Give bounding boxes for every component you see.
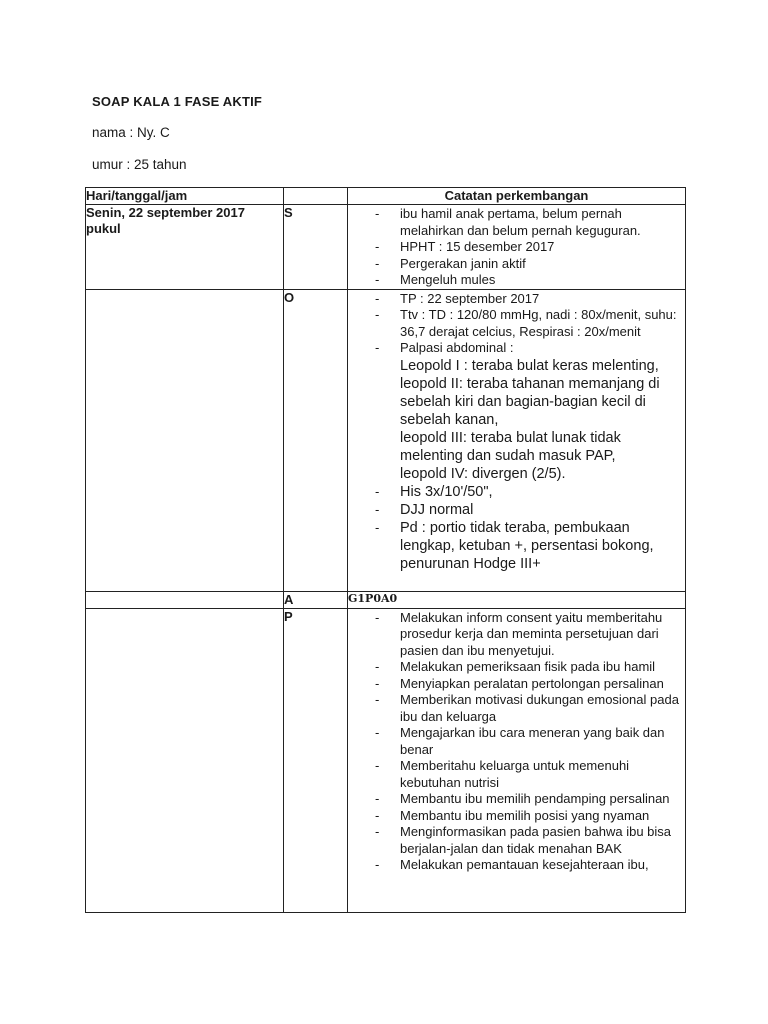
header-code xyxy=(284,188,348,205)
bullet-dash: - xyxy=(375,807,380,823)
list-item-text: Membantu ibu memilih posisi yang nyaman xyxy=(400,807,650,823)
bullet-dash: - xyxy=(375,824,380,839)
bullet-dash: - xyxy=(375,692,380,707)
list-item-text: His 3x/10'/50", xyxy=(400,483,493,500)
code-o: O xyxy=(284,289,348,591)
list-item xyxy=(348,501,685,519)
list-item xyxy=(348,692,685,725)
bullet-dash: - xyxy=(375,857,380,872)
list-item xyxy=(348,758,685,791)
list-item-text: Mengajarkan ibu cara meneran yang baik dan benar xyxy=(400,725,665,757)
empty-day-cell xyxy=(86,608,284,912)
bullet-dash: - xyxy=(375,239,380,254)
bullet-dash: - xyxy=(375,340,380,355)
bullet-dash: - xyxy=(375,272,380,287)
assessment-text: G1P0A0 xyxy=(348,591,686,608)
code-p: P xyxy=(284,608,348,912)
list-item xyxy=(348,808,685,825)
patient-name: nama : Ny. C xyxy=(92,125,170,140)
bullet-dash: - xyxy=(375,206,380,221)
content-s xyxy=(348,205,686,290)
list-item xyxy=(348,610,685,660)
list-item-text: Pergerakan janin aktif xyxy=(400,255,526,271)
list-item xyxy=(348,239,685,256)
palpasi-line: leopold II: teraba tahanan memanjang di sebelah kiri dan bagian-bagian kecil di sebelah kanan, xyxy=(400,375,660,428)
bullet-dash: - xyxy=(375,758,380,773)
list-item xyxy=(348,857,685,874)
table-row-p xyxy=(86,608,686,912)
header-date: Hari/tanggal/jam xyxy=(86,188,284,205)
p-list xyxy=(348,610,685,874)
list-item-text: Menginformasikan pada pasien bahwa ibu bisa berjalan-jalan dan tidak menahan BAK xyxy=(400,824,672,856)
list-item-text: TP : 22 september 2017 xyxy=(400,290,540,306)
palpasi-line: leopold IV: divergen (2/5). xyxy=(400,465,566,482)
list-item-text: Mengeluh mules xyxy=(400,272,496,287)
list-item xyxy=(348,307,685,340)
day-cell: Senin, 22 september 2017 pukul xyxy=(86,205,284,290)
soap-table xyxy=(85,187,686,913)
code-a: A xyxy=(284,591,348,608)
o-list xyxy=(348,291,685,573)
palpasi-line: leopold III: teraba bulat lunak tidak melenting dan sudah masuk PAP, xyxy=(400,429,621,464)
content-p xyxy=(348,608,686,912)
palpasi-line: Leopold I : teraba bulat keras melenting, xyxy=(400,357,659,374)
bullet-dash: - xyxy=(375,659,380,674)
table-row-o xyxy=(86,289,686,591)
table-row-s xyxy=(86,205,686,290)
list-item-text: Membantu ibu memilih pendamping persalinan xyxy=(400,791,670,806)
bullet-dash: - xyxy=(375,519,380,535)
list-item-text: Memberitahu keluarga untuk memenuhi kebutuhan nutrisi xyxy=(400,758,630,790)
list-item-text: Pd : portio tidak teraba, pembukaan lengkap, ketuban +, persentasi bokong, penurunan Hodge III+ xyxy=(400,519,654,572)
table-row-a xyxy=(86,591,686,608)
empty-day-cell xyxy=(86,289,284,591)
bullet-dash: - xyxy=(375,483,380,499)
list-item-text: Menyiapkan peralatan pertolongan persalinan xyxy=(400,675,664,691)
list-item xyxy=(348,824,685,857)
header-notes: Catatan perkembangan xyxy=(348,188,686,205)
list-item xyxy=(348,725,685,758)
list-item xyxy=(348,272,685,289)
list-item-text: Melakukan pemeriksaan fisik pada ibu hamil xyxy=(400,659,656,674)
bullet-dash: - xyxy=(375,791,380,806)
list-item xyxy=(348,659,685,676)
list-item xyxy=(348,483,685,501)
list-item-text: DJJ normal xyxy=(400,501,474,518)
code-s: S xyxy=(284,205,348,290)
patient-age: umur : 25 tahun xyxy=(92,157,187,172)
list-item xyxy=(348,340,685,483)
list-item-text: HPHT : 15 desember 2017 xyxy=(400,239,555,254)
list-item xyxy=(348,676,685,693)
bullet-dash: - xyxy=(375,290,380,306)
bullet-dash: - xyxy=(375,255,380,271)
s-list xyxy=(348,206,685,289)
list-item-text: Memberikan motivasi dukungan emosional pada ibu dan keluarga xyxy=(400,692,679,724)
list-item-text: Ttv : TD : 120/80 mmHg, nadi : 80x/menit, suhu: 36,7 derajat celcius, Respirasi : 20x/menit xyxy=(400,307,677,339)
list-item-text: Palpasi abdominal : xyxy=(400,340,514,355)
list-item-text: ibu hamil anak pertama, belum pernah melahirkan dan belum pernah keguguran. xyxy=(400,206,641,238)
list-item xyxy=(348,206,685,239)
list-item xyxy=(348,291,685,308)
list-item xyxy=(348,256,685,273)
bullet-dash: - xyxy=(375,609,380,625)
empty-day-cell xyxy=(86,591,284,608)
table-header-row xyxy=(86,188,686,205)
bullet-dash: - xyxy=(375,675,380,691)
bullet-dash: - xyxy=(375,725,380,740)
bullet-dash: - xyxy=(375,501,380,517)
list-item xyxy=(348,519,685,573)
list-item-text: Melakukan pemantauan kesejahteraan ibu, xyxy=(400,857,649,872)
list-item-text: Melakukan inform consent yaitu memberitahu prosedur kerja dan meminta persetujuan dari pasien dan ibu menyetujui. xyxy=(400,609,663,658)
content-o xyxy=(348,289,686,591)
list-item xyxy=(348,791,685,808)
bullet-dash: - xyxy=(375,307,380,322)
document-title: SOAP KALA 1 FASE AKTIF xyxy=(92,94,263,109)
